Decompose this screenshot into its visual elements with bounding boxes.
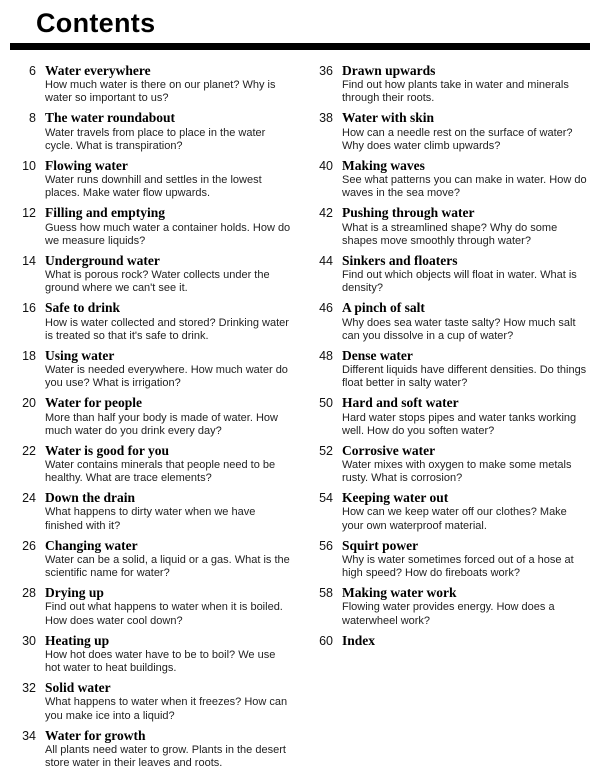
entry-page-number: 22 — [22, 443, 36, 458]
entry-title: Corrosive water — [342, 442, 436, 458]
toc-column-right — [307, 63, 590, 768]
entry-body — [342, 490, 590, 532]
entry-body — [45, 300, 293, 342]
entry-page-number: 16 — [22, 301, 36, 316]
entry-title: Using water — [45, 347, 115, 363]
entry-description: Water is needed everywhere. How much water do you use? What is irrigation? — [45, 364, 288, 390]
toc-entry — [307, 253, 590, 295]
entry-page-number: 26 — [22, 538, 36, 553]
entry-description: Find out which objects will float in water. What is density? — [342, 269, 577, 295]
entry-body — [342, 585, 590, 627]
entry-page-number: 54 — [319, 491, 333, 506]
toc-entry — [10, 205, 293, 247]
toc-entry — [10, 63, 293, 105]
entry-description: Why does sea water taste salty? How much salt can you dissolve in a cup of water? — [342, 316, 576, 342]
toc-entry — [10, 728, 293, 768]
toc-entry — [10, 443, 293, 485]
entry-page-number: 36 — [319, 64, 333, 78]
entry-body — [45, 253, 293, 295]
toc-entry — [10, 680, 293, 722]
entry-body — [45, 348, 293, 390]
entry-body — [45, 538, 293, 580]
entry-body — [342, 110, 590, 152]
toc-entry — [10, 538, 293, 580]
entry-title: Making water work — [342, 585, 457, 601]
entry-description: Why is water sometimes forced out of a hose at high speed? How do fireboats work? — [342, 553, 574, 580]
page-title: Contents — [36, 8, 156, 38]
toc-entry — [10, 300, 293, 342]
entry-title: Heating up — [45, 632, 110, 648]
entry-title: Changing water — [45, 537, 138, 553]
toc-entry — [307, 205, 590, 247]
toc-entry — [10, 158, 293, 200]
entry-description: See what patterns you can make in water. How do waves in the sea move? — [342, 174, 587, 200]
entry-title: Making waves — [342, 157, 425, 173]
entry-title: Sinkers and floaters — [342, 252, 458, 268]
entry-title: Water for people — [45, 395, 142, 411]
entry-title: Underground water — [45, 252, 160, 268]
entry-description: How hot does water have to be to boil? We use hot water to heat buildings. — [45, 648, 276, 675]
entry-title: Keeping water out — [342, 490, 449, 506]
entry-body — [342, 63, 590, 105]
entry-title: Squirt power — [342, 537, 419, 553]
entry-title: Water for growth — [45, 727, 146, 743]
entry-description: What is a streamlined shape? Why do some shapes move smoothly through water? — [342, 221, 558, 247]
entry-body — [45, 585, 293, 627]
entry-description: Find out what happens to water when it is boiled. How does water cool down? — [45, 601, 283, 627]
entry-page-number: 38 — [319, 111, 333, 126]
entry-title: Flowing water — [45, 157, 128, 173]
entry-description: Water contains minerals that people need to be healthy. What are trace elements? — [45, 458, 276, 485]
entry-title: Index — [342, 632, 376, 648]
entry-body — [342, 538, 590, 580]
toc-entry — [10, 585, 293, 627]
entry-page-number: 6 — [29, 64, 36, 78]
entry-body — [342, 348, 590, 390]
entry-page-number: 48 — [319, 348, 333, 363]
toc-entry — [307, 348, 590, 390]
entry-page-number: 12 — [22, 206, 36, 221]
entry-body — [342, 253, 590, 295]
toc-entry — [10, 253, 293, 295]
entry-body — [342, 300, 590, 342]
toc-entry — [307, 538, 590, 580]
entry-title: Water is good for you — [45, 442, 170, 458]
entry-body — [45, 63, 293, 105]
entry-description: How can we keep water off our clothes? Make your own waterproof material. — [342, 506, 567, 532]
toc-entry — [307, 63, 590, 105]
entry-page-number: 10 — [22, 158, 36, 173]
entry-body — [45, 443, 293, 485]
entry-page-number: 42 — [319, 206, 333, 221]
entry-page-number: 50 — [319, 396, 333, 411]
entry-page-number: 28 — [22, 586, 36, 601]
entry-body — [45, 395, 293, 437]
entry-page-number: 34 — [22, 728, 36, 743]
entry-page-number: 14 — [22, 253, 36, 268]
toc-entry — [307, 395, 590, 437]
entry-title: Safe to drink — [45, 300, 121, 316]
entry-title: Pushing through water — [342, 205, 475, 221]
toc-entry — [307, 110, 590, 152]
entry-description: All plants need water to grow. Plants in the desert store water in their leaves and roots. — [45, 743, 286, 768]
toc-entry — [307, 443, 590, 485]
toc-entry — [10, 348, 293, 390]
entry-description: Water can be a solid, a liquid or a gas. What is the scientific name for water? — [45, 553, 290, 580]
entry-body — [45, 158, 293, 200]
entry-description: Flowing water provides energy. How does a waterwheel work? — [342, 601, 555, 627]
entry-page-number: 8 — [29, 111, 36, 126]
entry-description: Guess how much water a container holds. How do we measure liquids? — [45, 221, 291, 247]
toc-entry — [10, 395, 293, 437]
entry-description: How can a needle rest on the surface of water? Why does water climb upwards? — [342, 126, 573, 152]
entry-body — [45, 110, 293, 152]
entry-body — [45, 205, 293, 247]
entry-page-number: 46 — [319, 301, 333, 316]
entry-body — [342, 443, 590, 485]
title-divider-bar — [10, 43, 590, 50]
entry-page-number: 24 — [22, 491, 36, 506]
entry-description: What is porous rock? Water collects under the ground where we can't see it. — [45, 269, 270, 295]
entry-title: Solid water — [45, 680, 111, 696]
entry-description: Different liquids have different densities. Do things float better in salty water? — [342, 364, 587, 390]
entry-description: More than half your body is made of water. How much water do you drink every day? — [45, 411, 278, 437]
entry-body — [342, 395, 590, 437]
toc-entry — [307, 633, 590, 648]
entry-title: Drawn upwards — [342, 63, 436, 78]
toc-column-left — [10, 63, 293, 768]
entry-title: Drying up — [45, 585, 104, 601]
entry-description: Hard water stops pipes and water tanks working well. How do you soften water? — [342, 411, 577, 437]
toc-entry — [307, 158, 590, 200]
entry-body — [45, 680, 293, 722]
entry-body — [45, 633, 293, 675]
entry-page-number: 58 — [319, 586, 333, 601]
entry-page-number: 30 — [22, 633, 36, 648]
entry-page-number: 18 — [22, 348, 36, 363]
entry-description: How much water is there on our planet? Why is water so important to us? — [45, 79, 276, 105]
toc-columns — [10, 63, 590, 768]
toc-entry — [10, 490, 293, 532]
entry-description: Find out how plants take in water and minerals through their roots. — [342, 79, 569, 105]
entry-page-number: 60 — [319, 633, 333, 648]
entry-title: A pinch of salt — [342, 300, 425, 316]
entry-description: Water mixes with oxygen to make some metals rusty. What is corrosion? — [342, 458, 572, 485]
entry-title: Water with skin — [342, 110, 435, 126]
toc-entry — [307, 490, 590, 532]
entry-title: Hard and soft water — [342, 395, 459, 411]
entry-page-number: 52 — [319, 443, 333, 458]
entry-page-number: 20 — [22, 396, 36, 411]
entry-page-number: 56 — [319, 538, 333, 553]
entry-body — [45, 490, 293, 532]
toc-entry — [307, 300, 590, 342]
entry-body — [45, 728, 293, 768]
entry-page-number: 32 — [22, 681, 36, 696]
toc-entry — [10, 110, 293, 152]
entry-page-number: 40 — [319, 158, 333, 173]
entry-body — [342, 158, 590, 200]
entry-body — [342, 205, 590, 247]
toc-entry — [307, 585, 590, 627]
entry-title: Down the drain — [45, 490, 136, 506]
entry-description: What happens to dirty water when we have finished with it? — [45, 506, 256, 532]
entry-body — [342, 633, 375, 648]
entry-title: Dense water — [342, 347, 413, 363]
entry-description: Water runs downhill and settles in the lowest places. Make water flow upwards. — [45, 174, 262, 200]
entry-title: Water everywhere — [45, 63, 151, 78]
entry-description: How is water collected and stored? Drinking water is treated so that it's safe to drink. — [45, 316, 289, 342]
entry-title: Filling and emptying — [45, 205, 166, 221]
entry-page-number: 44 — [319, 253, 333, 268]
entry-description: What happens to water when it freezes? How can you make ice into a liquid? — [45, 696, 288, 722]
entry-description: Water travels from place to place in the water cycle. What is transpiration? — [45, 126, 266, 152]
entry-title: The water roundabout — [45, 110, 176, 126]
toc-entry — [10, 633, 293, 675]
